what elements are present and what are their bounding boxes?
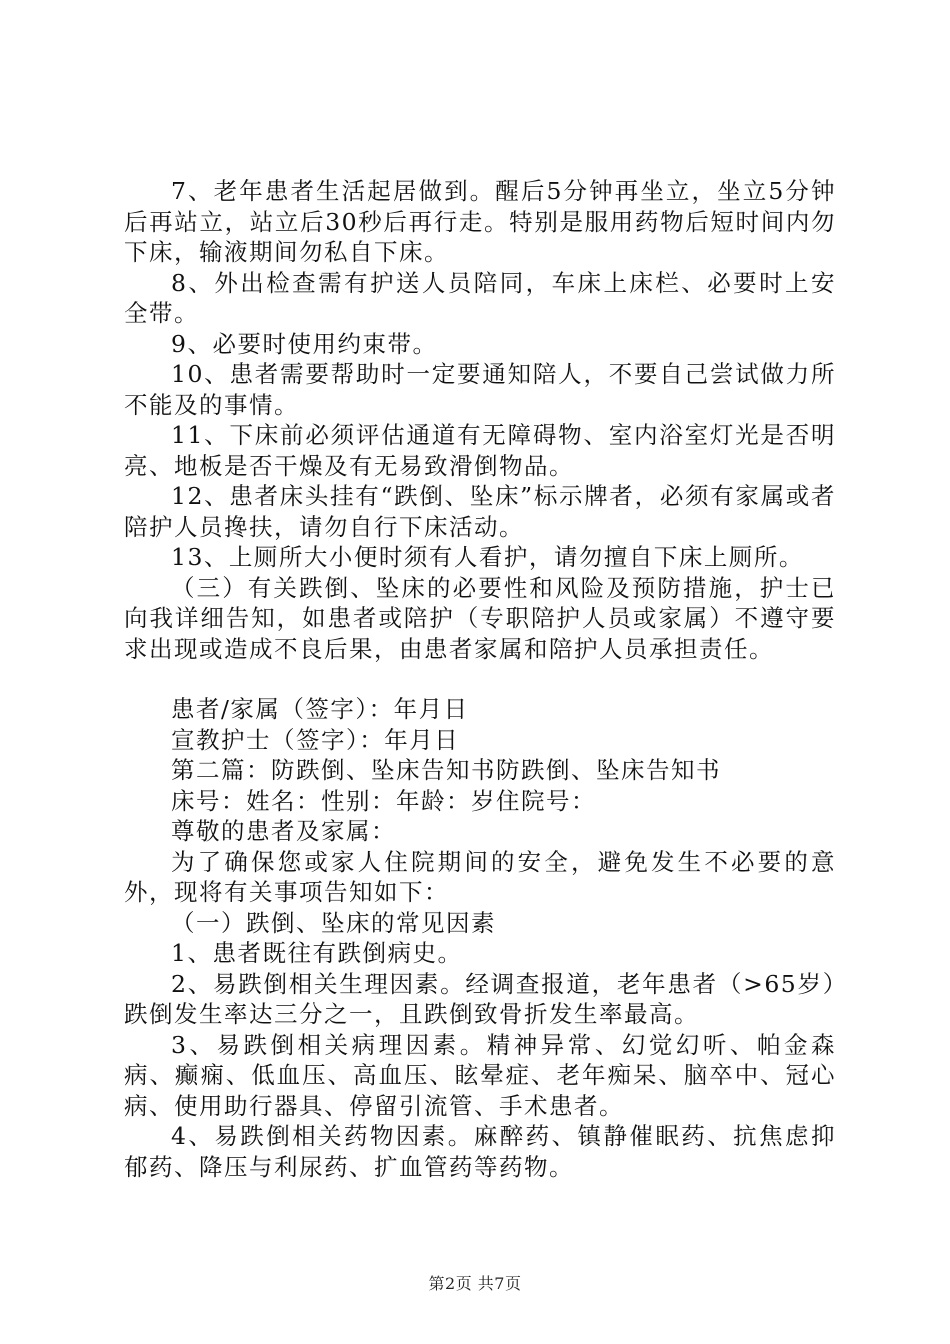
- paragraph-item-10: 10、患者需要帮助时一定要通知陪人，不要自己尝试做力所不能及的事情。: [124, 360, 836, 419]
- paragraph-item-12: 12、患者床头挂有“跌倒、坠床”标示牌者，必须有家属或者陪护人员搀扶，请勿自行下床活动。: [124, 482, 836, 541]
- patient-info-line: 床号：姓名：性别：年龄：岁住院号：: [171, 786, 596, 815]
- page-footer: 第2页 共7页: [428, 1274, 522, 1293]
- patient-signature-line: 患者/家属（签字）：年月日: [171, 695, 469, 723]
- paragraph-section-3: （三）有关跌倒、坠床的必要性和风险及预防措施，护士已向我详细告知，如患者或陪护（专职陪护人员或家属）不遵守要求出现或造成不良后果，由患者家属和陪护人员承担责任。: [124, 573, 836, 663]
- paragraph-item-13: 13、上厕所大小便时须有人看护，请勿擅自下床上厕所。: [171, 543, 804, 571]
- chapter-heading: 第二篇：防跌倒、坠床告知书防跌倒、坠床告知书: [171, 756, 721, 784]
- intro-paragraph: 为了确保您或家人住院期间的安全，避免发生不必要的意外，现将有关事项告知如下：: [124, 847, 836, 906]
- factor-item-1: 1、患者既往有跌倒病史。: [171, 939, 463, 967]
- salutation: 尊敬的患者及家属：: [171, 817, 396, 845]
- paragraph-item-9: 9、必要时使用约束带。: [171, 329, 438, 358]
- nurse-signature-line: 宣教护士（签字）：年月日: [171, 725, 460, 754]
- document-body: [124, 176, 836, 1182]
- paragraph-item-11: 11、下床前必须评估通道有无障碍物、室内浴室灯光是否明亮、地板是否干燥及有无易致滑倒物品。: [124, 421, 836, 480]
- factor-item-4: 4、易跌倒相关药物因素。麻醉药、镇静催眠药、抗焦虑抑郁药、降压与利尿药、扩血管药等药物。: [124, 1122, 836, 1181]
- factor-item-3: 3、易跌倒相关病理因素。精神异常、幻觉幻听、帕金森病、癫痫、低血压、高血压、眩晕症、老年痴呆、脑卒中、冠心病、使用助行器具、停留引流管、手术患者。: [124, 1030, 836, 1120]
- paragraph-item-8: 8、外出检查需有护送人员陪同，车床上床栏、必要时上安全带。: [124, 268, 836, 327]
- factor-item-2: 2、易跌倒相关生理因素。经调查报道，老年患者（>65岁）跌倒发生率达三分之一，且跌倒致骨折发生率最高。: [124, 969, 836, 1028]
- section-heading-1: （一）跌倒、坠床的常见因素: [171, 908, 496, 937]
- paragraph-item-7: 7、老年患者生活起居做到。醒后5分钟再坐立，坐立5分钟后再站立，站立后30秒后再行走。特别是服用药物后短时间内勿下床，输液期间勿私自下床。: [124, 177, 836, 266]
